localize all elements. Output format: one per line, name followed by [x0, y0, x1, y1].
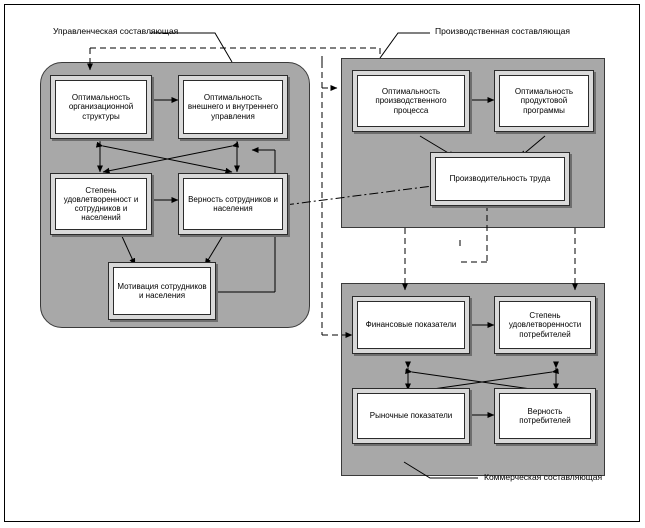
box-consumer-satisfaction[interactable] [494, 296, 596, 354]
box-financial[interactable] [352, 296, 470, 354]
box-loyalty-staff[interactable] [178, 173, 288, 235]
box-labor-productivity-label: Производительность труда [449, 174, 551, 184]
caption-commercial: Коммерческая составляющая [484, 472, 603, 482]
box-market-label: Рыночные показатели [369, 411, 453, 421]
box-org-structure[interactable] [50, 75, 152, 139]
caption-management: Управленческая составляющая [53, 26, 179, 36]
box-production-process-label: Оптимальность производственного процесса [375, 87, 447, 115]
box-external-internal-label: Оптимальность внешнего и внутреннего управления [187, 93, 279, 121]
box-consumer-loyalty-label: Верность потребителей [519, 406, 571, 425]
caption-production: Производственная составляющая [435, 26, 570, 36]
box-motivation[interactable] [108, 262, 216, 320]
box-consumer-satisfaction-label: Степень удовлетворенности потребителей [508, 311, 582, 339]
box-external-internal[interactable] [178, 75, 288, 139]
box-loyalty-staff-label: Верность сотрудников и населения [188, 194, 278, 213]
box-org-structure-label: Оптимальность организационной структуры [68, 93, 134, 121]
box-labor-productivity[interactable] [430, 152, 570, 206]
box-product-program[interactable] [494, 70, 594, 132]
box-consumer-loyalty[interactable] [494, 388, 596, 444]
box-production-process[interactable] [352, 70, 470, 132]
box-satisfaction-staff[interactable] [50, 173, 152, 235]
box-financial-label: Финансовые показатели [365, 320, 457, 330]
box-product-program-label: Оптимальность продуктовой программы [514, 87, 574, 115]
box-market[interactable] [352, 388, 470, 444]
box-satisfaction-staff-label: Степень удовлетворенност и сотрудников и населений [63, 185, 139, 223]
box-motivation-label: Мотивация сотрудников и населения [117, 281, 207, 300]
